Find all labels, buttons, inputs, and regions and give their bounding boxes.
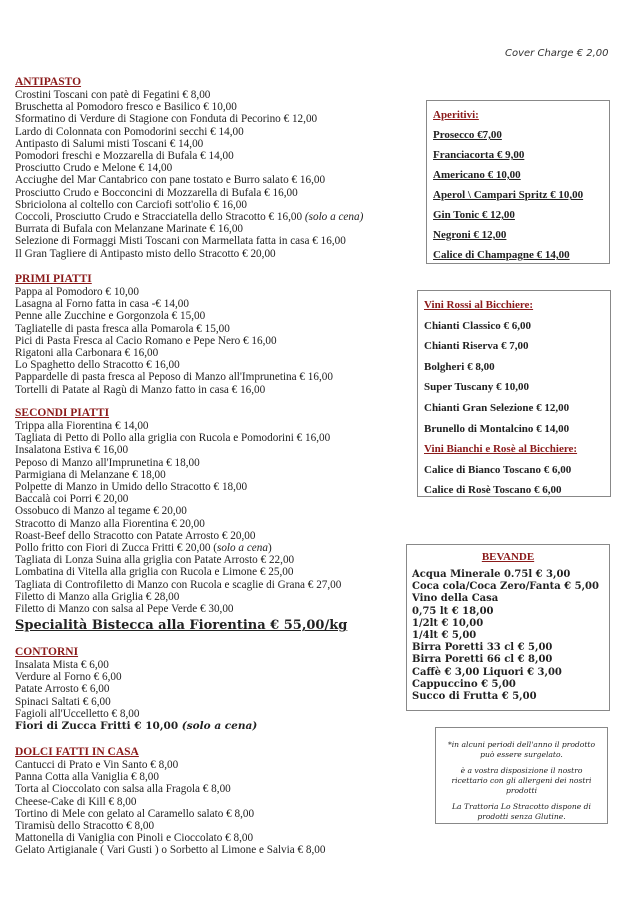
menu-item [15,199,363,211]
drink-item: Cappuccino € 5,00 [412,678,516,690]
menu-item [15,671,257,683]
menu-item [15,298,333,310]
drink-item: 1/2lt € 10,00 [412,617,484,629]
drink-item: Bolgheri € 8,00 [424,360,495,373]
menu-item [15,113,363,125]
menu-item-text: Pappa al Pomodoro € 10,00 [15,286,139,298]
notes-box [435,727,608,824]
menu-item-text: Ossobuco di Manzo al tegame € 20,00 [15,505,187,518]
drink-item: Gin Tonic € 12,00 [433,209,515,221]
menu-list [15,759,326,857]
menu-item [15,469,347,481]
menu-item [15,310,333,322]
section-contorni [15,646,257,733]
menu-item [15,493,347,505]
menu-item-text: Trippa alla Fiorentina € 14,00 [15,420,149,432]
menu-item [15,101,363,113]
menu-item-text: Roast-Beef dello Stracotto con Patate Arrosto € 20,00 [15,529,256,542]
drink-item: Americano € 10,00 [433,169,521,181]
menu-item-text: Tagliata di Petto di Pollo alla griglia con Rucola e Pomodorini € 16,00 [15,432,331,445]
drink-item: Chianti Classico € 6,00 [424,319,531,332]
drink-item: Chianti Gran Selezione € 12,00 [424,401,570,414]
menu-item [15,138,363,150]
drink-item: 1/4lt € 5,00 [412,630,477,642]
menu-item-text: Tagliatelle di pasta fresca alla Pomarola € 15,00 [15,322,230,335]
menu-item-note: (solo a cena) [304,211,364,224]
menu-item [15,150,363,162]
menu-item-text: Pici di Pasta Fresca al Cacio Romano e Pepe Nero € 16,00 [15,334,277,347]
drink-item: Succo di Frutta € 5,00 [412,691,537,703]
menu-item [15,335,333,347]
bevande-title: BEVANDE [481,551,535,563]
menu-item-text: Pomodori freschi e Mozzarella di Bufala € 14,00 [15,150,234,163]
menu-item-text: Acciughe del Mar Cantabrico con pane tostato e Burro salato € 16,00 [15,174,326,187]
drink-item: Franciacorta € 9,00 [433,149,525,161]
vini-bianchi-title: Vini Bianchi e Rosè al Bicchiere: [424,443,578,456]
menu-item-text: Parmigiana di Melanzane € 18,00 [15,468,166,481]
menu-item [15,481,347,493]
menu-item-text: Antipasto di Salumi misti Toscani € 14,00 [15,137,204,150]
menu-item [15,126,363,138]
menu-item-tail: ) [267,542,272,555]
menu-item-text: Panna Cotta alla Vaniglia € 8,00 [15,771,159,784]
menu-item [15,696,257,708]
drink-item: Coca cola/Coca Zero/Fanta € 5,00 [412,581,599,593]
cover-charge: Cover Charge € 2,00 [505,48,609,59]
menu-item-text: Sbriciolona al coltello con Carciofi sott'olio € 16,00 [15,198,247,211]
menu-item-text: Pappardelle di pasta fresca al Peposo di Manzo all'Imprunetina € 16,00 [15,371,333,384]
bold-item [15,720,257,733]
menu-item [15,808,326,820]
drink-item: Caffè € 3,00 Liquori € 3,00 [412,666,562,678]
menu-item [15,420,347,432]
menu-item-text: Spinaci Saltati € 6,00 [15,695,111,708]
section-title: CONTORNI [15,646,79,658]
section-secondi [15,407,347,633]
menu-item-text: Bruschetta al Pomodoro fresco e Basilico € 10,00 [15,101,237,114]
menu-item [15,89,363,101]
menu-item-text: Patate Arrosto € 6,00 [15,683,110,696]
drink-item: Birra Poretti 33 cl € 5,00 [412,642,553,654]
menu-item [15,603,347,615]
aperitivi-box [426,100,610,264]
note-gluten-free: La Trattoria Lo Stracotto dispone di prodotti senza Glutine. [452,802,591,821]
menu-item [15,783,326,795]
menu-item [15,235,363,247]
menu-item-text: Tagliata di Lonza Suina alla griglia con Patate Arrosto € 22,00 [15,554,295,567]
section-dolci [15,746,326,857]
menu-item [15,591,347,603]
bevande-box [406,544,610,711]
menu-item [15,211,363,223]
menu-item [15,844,326,856]
bold-item-note: (solo a cena) [181,720,258,733]
menu-item [15,174,363,186]
menu-item-text: Burrata di Bufala con Melanzane Marinate € 16,00 [15,223,244,236]
menu-item-text: Prosciutto Crudo e Bocconcini di Mozzarella di Bufala € 16,00 [15,186,298,199]
menu-item-text: Lo Spaghetto dello Stracotto € 16,00 [15,359,180,372]
menu-item-text: Filetto di Manzo alla Griglia € 28,00 [15,590,180,603]
menu-item [15,371,333,383]
vini-bianchi-list [424,460,604,501]
menu-item [15,554,347,566]
menu-item [15,432,347,444]
drink-item: Aperol \ Campari Spritz € 10,00 [433,189,584,201]
menu-item [15,187,363,199]
drink-item: Negroni € 12,00 [433,229,507,241]
drink-item: Calice di Rosè Toscano € 6,00 [424,484,562,497]
menu-item-text: Lasagna al Forno fatta in casa -€ 14,00 [15,298,189,311]
menu-item-text: Lombatina di Vitella alla griglia con Rucola e Limone € 25,00 [15,566,294,579]
vini-box [417,290,611,497]
section-primi [15,273,333,396]
special-bistecca: Specialità Bistecca alla Fiorentina € 55,00/kg [15,618,348,634]
menu-item [15,323,333,335]
menu-list [15,286,333,396]
menu-item [15,162,363,174]
menu-list [15,89,363,260]
menu-item-text: Crostini Toscani con patè di Fegatini € 8,00 [15,89,211,101]
menu-item [15,542,347,554]
menu-item-text: Filetto di Manzo con salsa al Pepe Verde € 30,00 [15,603,234,616]
menu-item [15,444,347,456]
drink-item: Brunello di Montalcino € 14,00 [424,422,570,435]
menu-item-text: Baccalà coi Porri € 20,00 [15,493,129,506]
note-allergens: è a vostra disposizione il nostro ricettario con gli allergeni dei nostri prodotti [451,766,592,795]
menu-list [15,420,347,615]
menu-item-text: Torta al Cioccolato con salsa alla Fragola € 8,00 [15,783,231,796]
menu-item-text: Rigatoni alla Carbonara € 16,00 [15,347,159,360]
menu-item-text: Mattonella di Vaniglia con Pinoli e Cioccolato € 8,00 [15,832,254,845]
menu-item [15,457,347,469]
menu-item-text: Verdure al Forno € 6,00 [15,671,122,684]
menu-item-text: Coccoli, Prosciutto Crudo e Stracciatella dello Stracotto € 16,00 [15,211,305,224]
drink-item: Acqua Minerale 0.75l € 3,00 [412,569,571,580]
drink-item: Calice di Champagne € 14,00 [433,249,570,261]
menu-item-text: Gelato Artigianale ( Vari Gusti ) o Sorbetto al Limone e Salvia € 8,00 [15,844,326,857]
menu-list [15,659,257,720]
menu-item-text: Il Gran Tagliere di Antipasto misto dello Stracotto € 20,00 [15,247,276,260]
menu-item [15,708,257,720]
menu-item [15,659,257,671]
menu-item [15,359,333,371]
section-title: PRIMI PIATTI [15,273,92,285]
menu-item [15,530,347,542]
aperitivi-title: Aperitivi: [433,109,479,121]
menu-item-text: Peposo di Manzo all'Imprunetina € 18,00 [15,456,200,469]
menu-item-text: Selezione di Formaggi Misti Toscani con Marmellata fatta in casa € 16,00 [15,235,346,248]
section-title: DOLCI FATTI IN CASA [15,746,139,758]
menu-item [15,347,333,359]
section-antipasto [15,76,363,260]
bevande-list [412,569,604,703]
menu-item [15,796,326,808]
menu-item-note: solo a cena [216,542,268,555]
drink-item: Prosecco €7,00 [433,129,502,141]
menu-item [15,820,326,832]
drink-item: Vino della Casa [412,593,499,605]
drink-item: Birra Poretti 66 cl € 8,00 [412,654,553,666]
drink-item: Calice di Bianco Toscano € 6,00 [424,463,572,476]
section-title: ANTIPASTO [15,76,82,88]
drink-item: Super Tuscany € 10,00 [424,381,529,394]
menu-item [15,286,333,298]
drink-item: 0,75 lt € 18,00 [412,605,494,617]
menu-item [15,771,326,783]
menu-item-text: Cheese-Cake di Kill € 8,00 [15,795,137,808]
menu-item [15,223,363,235]
drink-item: Chianti Riserva € 7,00 [424,340,529,353]
menu-item-text: Pollo fritto con Fiori di Zucca Fritti € 20,00 ( [15,542,217,555]
vini-rossi-list [424,316,604,440]
menu-item-text: Tiramisù dello Stracotto € 8,00 [15,820,155,833]
vini-rossi-title: Vini Rossi al Bicchiere: [424,299,534,311]
section-title: SECONDI PIATTI [15,407,110,419]
menu-item [15,384,333,396]
menu-item-text: Cantucci di Prato e Vin Santo € 8,00 [15,759,179,771]
bold-item-text: Fiori di Zucca Fritti € 10,00 [15,720,182,733]
menu-item-text: Fagioli all'Uccelletto € 8,00 [15,707,140,720]
menu-item-text: Polpette di Manzo in Umido dello Stracotto € 18,00 [15,481,248,494]
menu-item-text: Insalatona Estiva € 16,00 [15,444,129,457]
menu-item-text: Insalata Mista € 6,00 [15,659,109,671]
menu-item [15,505,347,517]
menu-item-text: Prosciutto Crudo e Melone € 14,00 [15,162,173,175]
menu-item-text: Lardo di Colonnata con Pomodorini secchi € 14,00 [15,125,244,138]
menu-item-text: Tortelli di Patate al Ragù di Manzo fatto in casa € 16,00 [15,383,266,396]
menu-item [15,683,257,695]
menu-item-text: Sformatino di Verdure di Stagione con Fonduta di Pecorino € 12,00 [15,113,318,126]
menu-item [15,759,326,771]
menu-item [15,248,363,260]
menu-item-text: Tortino di Mele con gelato al Caramello salato € 8,00 [15,807,255,820]
menu-item [15,518,347,530]
menu-item-text: Stracotto di Manzo alla Fiorentina € 20,00 [15,517,205,530]
menu-item [15,832,326,844]
menu-item [15,566,347,578]
aperitivi-list [433,125,603,265]
menu-item-text: Tagliata di Controfiletto di Manzo con Rucola e scaglie di Grana € 27,00 [15,578,342,591]
note-frozen: *in alcuni periodi dell'anno il prodotto può essere surgelato. [447,740,596,759]
menu-item [15,579,347,591]
menu-item-text: Penne alle Zucchine e Gorgonzola € 15,00 [15,310,206,323]
